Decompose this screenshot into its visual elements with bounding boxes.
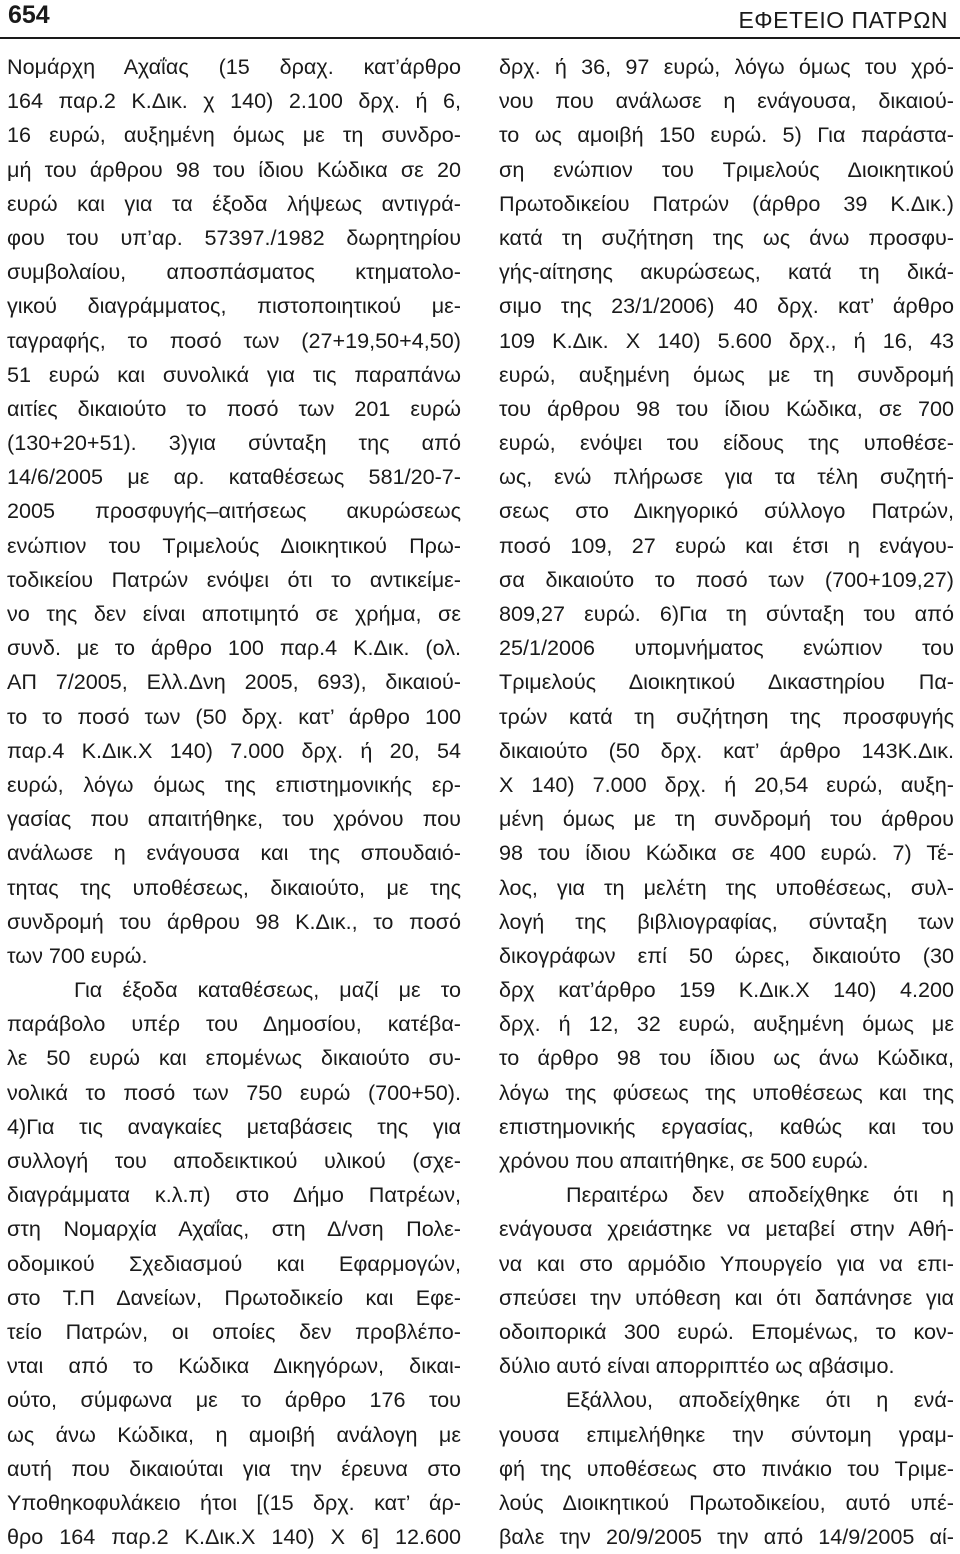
- text-line: ευρώ, αυξημένη όμως με τη συνδρομή: [499, 361, 954, 387]
- text-line: γουσα επιμελήθηκε την σύντομη γραμ-: [499, 1421, 954, 1447]
- text-line: ως, ενώ πλήρωσε για τα τέλη συζητή-: [499, 464, 954, 490]
- header-rule: [0, 37, 960, 39]
- text-line: νου που ανάλωσε η ενάγουσα, δικαιού-: [499, 88, 954, 114]
- text-line: δικαιούτο (50 δρχ. κατ’ άρθρο 143Κ.Δικ.: [499, 737, 954, 763]
- text-line: γασίας που απαιτήθηκε, του χρόνου που: [7, 806, 461, 832]
- text-line: ενώπιον του Τριμελούς Διοικητικού Πρω-: [7, 532, 461, 558]
- text-line: του άρθρου 98 του ίδιου Κώδικα, σε 700: [499, 395, 954, 421]
- text-line: νο της δεν είναι αποτιμητό σε χρήμα, σε: [7, 601, 461, 626]
- text-line: το ως αμοιβή 150 ευρώ. 5) Για παράστα-: [499, 122, 954, 148]
- text-line: σα δικαιούτο το ποσό των (700+109,27): [499, 566, 954, 592]
- text-line: δρχ κατ’άρθρο 159 Κ.Δικ.Χ 140) 4.200: [499, 977, 954, 1003]
- text-line: συλλογή του αποδεικτικού υλικού (σχε-: [7, 1148, 461, 1173]
- text-line: οδοιπορικά 300 ευρώ. Επομένως, το κον-: [499, 1318, 954, 1344]
- text-line: παράβολο υπέρ του Δημοσίου, κατέβα-: [7, 1011, 461, 1037]
- text-line: λούς Διοικητικού Πρωτοδικείου, αυτό υπέ-: [499, 1489, 954, 1515]
- text-line: λογή της βιβλιογραφίας, σύνταξη των: [499, 908, 954, 934]
- text-line: ενάγουσα χρειάστηκε να μεταβεί στην Αθή-: [499, 1216, 954, 1242]
- text-line: ευρώ και για τα έξοδα λήψεως αντιγρά-: [7, 190, 461, 216]
- text-line: δικογράφων επί 50 ώρες, δικαιούτο (30: [499, 942, 954, 968]
- text-line: επιστημονικής εργασίας, καθώς και του: [499, 1113, 954, 1139]
- text-line: 109 Κ.Δικ. Χ 140) 5.600 δρχ., ή 16, 43: [499, 327, 954, 353]
- right-column: [499, 50, 954, 1554]
- text-line: Εξάλλου, αποδείχθηκε ότι η ενά-: [566, 1387, 954, 1413]
- text-line: βαλε την 20/9/2005 την από 14/9/2005 αί-: [499, 1524, 954, 1550]
- text-line: ταγραφής, το ποσό των (27+19,50+4,50): [7, 327, 461, 353]
- text-line: τείο Πατρών, οι οποίες δεν προβλέπο-: [7, 1318, 461, 1344]
- text-line: στη Νομαρχία Αχαΐας, στη Δ/νση Πολε-: [7, 1216, 461, 1242]
- running-head: ΕΦΕΤΕΙΟ ΠΑΤΡΩΝ: [738, 7, 948, 33]
- text-line: 4)Για τις αναγκαίες μεταβάσεις της για: [7, 1113, 461, 1139]
- text-line: συνδ. με το άρθρο 100 παρ.4 Κ.Δικ. (ολ.: [7, 635, 461, 661]
- text-line: νται από το Κώδικα Δικηγόρων, δικαι-: [7, 1353, 461, 1379]
- text-line: λόγω της φύσεως της υποθέσεως και της: [499, 1079, 954, 1105]
- text-line: νολικά το ποσό των 750 ευρώ (700+50).: [7, 1079, 461, 1105]
- text-line: αιτίες δικαιούτο το ποσό των 201 ευρώ: [7, 395, 461, 421]
- text-line: σεως στο Δικηγορικό σύλλογο Πατρών,: [499, 498, 954, 524]
- text-line: συμβολαίου, αποσπάσματος κτηματολο-: [7, 259, 461, 285]
- text-line: ποσό 109, 27 ευρώ και έτσι η ενάγου-: [499, 532, 954, 558]
- text-line: 51 ευρώ και συνολικά για τις παραπάνω: [7, 361, 461, 387]
- text-line: θρο 164 παρ.2 Κ.Δικ.Χ 140) Χ 6] 12.600: [7, 1524, 461, 1550]
- text-line: 14/6/2005 με αρ. καταθέσεως 581/20-7-: [7, 464, 461, 490]
- text-line: διαγράμματα κ.λ.π) στο Δήμο Πατρέων,: [7, 1182, 461, 1208]
- text-line: το το ποσό των (50 δρχ. κατ’ άρθρο 100: [7, 703, 461, 729]
- text-line: χρόνου που απαιτήθηκε, σε 500 ευρώ.: [499, 1148, 869, 1173]
- text-line: 25/1/2006 υπομνήματος ενώπιον του: [499, 635, 954, 661]
- text-line: ανάλωσε η ενάγουσα και της σπουδαιό-: [7, 840, 461, 866]
- text-line: φου του υπ’αρ. 57397./1982 δωρητηρίου: [7, 224, 461, 250]
- page-number: 654: [8, 1, 50, 29]
- text-line: το άρθρο 98 του ίδιου ως άνω Κώδικα,: [499, 1045, 954, 1071]
- text-line: γικού διαγράμματος, πιστοποιητικού με-: [7, 293, 461, 319]
- text-line: Χ 140) 7.000 δρχ. ή 20,54 ευρώ, αυξη-: [499, 771, 954, 797]
- text-line: μή του άρθρου 98 του ίδιου Κώδικα σε 20: [7, 156, 461, 182]
- text-line: να και στο αρμόδιο Υπουργείο για να επι-: [499, 1250, 954, 1276]
- text-line: σιμο της 23/1/2006) 40 δρχ. κατ’ άρθρο: [499, 293, 954, 319]
- text-line: λε 50 ευρώ και επομένως δικαιούτο συ-: [7, 1045, 461, 1071]
- text-line: των 700 ευρώ.: [7, 942, 148, 968]
- text-line: δύλιο αυτό είναι απορριπτέο ως αβάσιμο.: [499, 1353, 895, 1379]
- text-line: Τριμελούς Διοικητικού Δικαστηρίου Πα-: [499, 669, 954, 695]
- text-line: παρ.4 Κ.Δικ.Χ 140) 7.000 δρχ. ή 20, 54: [7, 737, 461, 763]
- text-line: τοδικείου Πατρών ενόψει ότι το αντικείμε-: [7, 566, 461, 592]
- text-line: μένη όμως με τη συνδρομή του άρθρου: [499, 806, 954, 832]
- text-line: ως άνω Κώδικα, η αμοιβή ανάλογη με: [7, 1421, 461, 1447]
- text-line: σπεύσει την υπόθεση και ότι δαπάνησε για: [499, 1284, 954, 1310]
- text-line: αυτή που δικαιούται για την έρευνα στο: [7, 1455, 461, 1481]
- text-line: στο Τ.Π Δανείων, Πρωτοδικείο και Εφε-: [7, 1284, 461, 1310]
- text-line: (130+20+51). 3)για σύνταξη της από: [7, 430, 461, 456]
- text-line: Νομάρχη Αχαΐας (15 δραχ. κατ’άρθρο: [7, 54, 461, 79]
- text-line: Πρωτοδικείου Πατρών (άρθρο 39 Κ.Δικ.): [499, 190, 954, 216]
- text-line: 98 του ίδιου Κώδικα σε 400 ευρώ. 7) Τέ-: [499, 840, 954, 866]
- text-line: 16 ευρώ, αυξημένη όμως με τη συνδρο-: [7, 122, 461, 148]
- text-line: 2005 προσφυγής–αιτήσεως ακυρώσεως: [7, 498, 461, 524]
- text-line: κατά τη συζήτηση της ως άνω προσφυ-: [499, 224, 954, 250]
- text-line: Περαιτέρω δεν αποδείχθηκε ότι η: [566, 1182, 954, 1208]
- text-line: 164 παρ.2 Κ.Δικ. χ 140) 2.100 δρχ. ή 6,: [7, 88, 461, 114]
- text-line: ευρώ, λόγω όμως της επιστημονικής ερ-: [7, 771, 461, 797]
- text-line: λος, για τη μελέτη της υποθέσεως, συλ-: [499, 874, 954, 900]
- text-line: συνδρομή του άρθρου 98 Κ.Δικ., το ποσό: [7, 908, 461, 934]
- text-line: ΑΠ 7/2005, Ελλ.Δνη 2005, 693), δικαιού-: [7, 669, 461, 695]
- text-line: δρχ. ή 12, 32 ευρώ, αυξημένη όμως με: [499, 1011, 954, 1037]
- text-line: ευρώ, ενόψει του είδους της υποθέσε-: [499, 430, 954, 456]
- text-line: Υποθηκοφυλάκειο ήτοι [(15 δρχ. κατ’ άρ-: [7, 1489, 461, 1515]
- text-line: ούτο, σύμφωνα με το άρθρο 176 του: [7, 1387, 461, 1413]
- text-line: δρχ. ή 36, 97 ευρώ, λόγω όμως του χρό-: [499, 54, 954, 79]
- text-line: τητας της υποθέσεως, δικαιούτο, με της: [7, 874, 461, 900]
- text-line: Για έξοδα καταθέσεως, μαζί με το: [74, 977, 461, 1003]
- text-line: 809,27 ευρώ. 6)Για τη σύνταξη του από: [499, 601, 954, 626]
- text-line: τρών κατά τη συζήτηση της προσφυγής: [499, 703, 954, 729]
- text-line: γής-αίτησης ακυρώσεως, κατά τη δικά-: [499, 259, 954, 285]
- text-line: ση ενώπιον του Τριμελούς Διοικητικού: [499, 156, 954, 182]
- page-header: [0, 0, 960, 40]
- text-line: φή της υποθέσεως στο πινάκιο του Τριμε-: [499, 1455, 954, 1481]
- left-column: [7, 50, 461, 1554]
- text-line: οδομικού Σχεδιασμού και Εφαρμογών,: [7, 1250, 461, 1276]
